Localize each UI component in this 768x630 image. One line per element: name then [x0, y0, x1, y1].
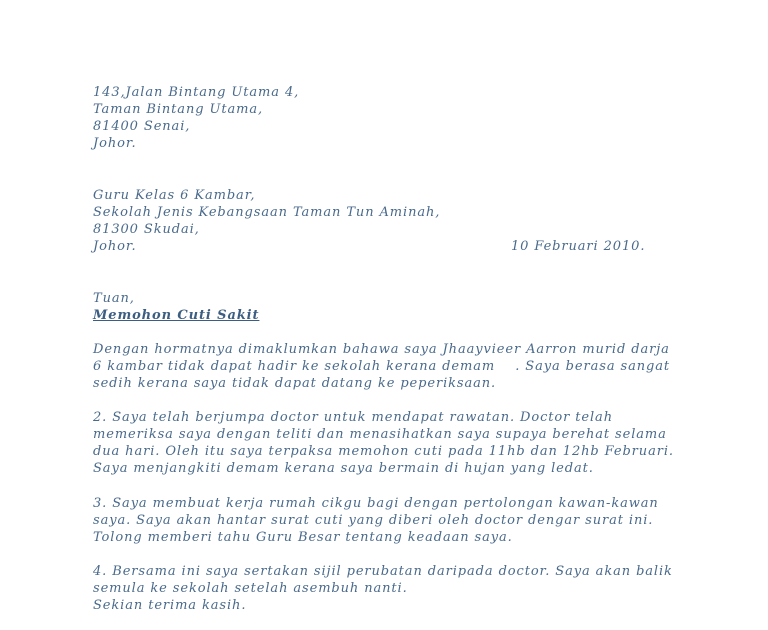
- recipient-address-line: Sekolah Jenis Kebangsaan Taman Tun Aminah,: [93, 205, 441, 220]
- paragraph-line: Dengan hormatnya dimaklumkan bahawa saya Jhaayvieer Aarron murid darja: [93, 342, 670, 357]
- sender-address-line: 81400 Senai,: [93, 119, 191, 134]
- paragraph-line: 3. Saya membuat kerja rumah cikgu bagi dengan pertolongan kawan-kawan: [93, 496, 659, 511]
- paragraph-line: 4. Bersama ini saya sertakan sijil perubatan daripada doctor. Saya akan balik: [93, 564, 673, 579]
- closing-line: Sekian terima kasih.: [93, 598, 247, 613]
- letter-date: 10 Februari 2010.: [511, 239, 646, 254]
- salutation: Tuan,: [93, 291, 135, 306]
- paragraph-line: 2. Saya telah berjumpa doctor untuk mendapat rawatan. Doctor telah: [93, 410, 613, 425]
- paragraph-line: sedih kerana saya tidak dapat datang ke peperiksaan.: [93, 376, 497, 391]
- paragraph-line: semula ke sekolah setelah asembuh nanti.: [93, 581, 408, 596]
- paragraph-line: memeriksa saya dengan teliti dan menasihatkan saya supaya berehat selama: [93, 427, 667, 442]
- paragraph-line: dua hari. Oleh itu saya terpaksa memohon cuti pada 11hb dan 12hb Februari.: [93, 444, 674, 459]
- sender-address-line: Johor.: [93, 136, 137, 151]
- sender-address-line: 143,Jalan Bintang Utama 4,: [93, 85, 300, 100]
- subject-heading: Memohon Cuti Sakit: [93, 308, 260, 323]
- recipient-address-line: Guru Kelas 6 Kambar,: [93, 188, 256, 203]
- paragraph-line: Saya menjangkiti demam kerana saya bermain di hujan yang ledat.: [93, 461, 594, 476]
- recipient-address-line: 81300 Skudai,: [93, 222, 200, 237]
- paragraph-line: Tolong memberi tahu Guru Besar tentang keadaan saya.: [93, 530, 513, 545]
- paragraph-line: saya. Saya akan hantar surat cuti yang diberi oleh doctor dengar surat ini.: [93, 513, 654, 528]
- paragraph-line: 6 kambar tidak dapat hadir ke sekolah kerana demam . Saya berasa sangat: [93, 359, 670, 374]
- sender-address-line: Taman Bintang Utama,: [93, 102, 264, 117]
- recipient-address-line: Johor.: [93, 239, 137, 254]
